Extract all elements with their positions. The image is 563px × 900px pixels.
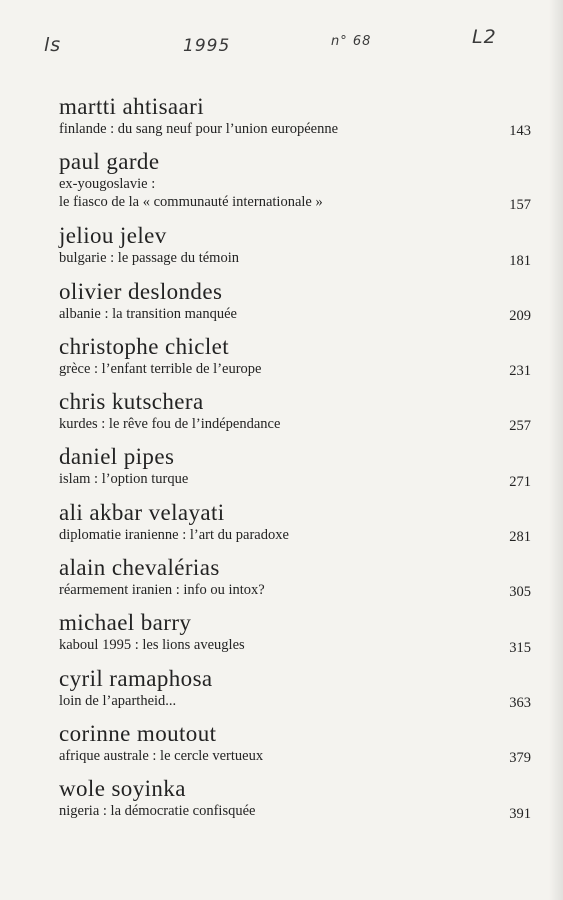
toc-entry bbox=[59, 444, 531, 499]
toc-page-number: 379 bbox=[509, 750, 531, 767]
toc-page-number: 391 bbox=[509, 805, 531, 822]
toc-author: cyril ramaphosa bbox=[59, 665, 213, 691]
toc-entry bbox=[59, 334, 531, 389]
toc-article-title-line: le fiasco de la « communauté internationale » bbox=[59, 194, 323, 211]
toc-article-title-line: réarmement iranien : info ou intox? bbox=[59, 582, 265, 599]
toc-article-title bbox=[59, 249, 531, 267]
toc-author: alain chevalérias bbox=[59, 555, 220, 581]
table-of-contents bbox=[59, 94, 531, 832]
toc-page-number: 143 bbox=[509, 123, 531, 140]
handwritten-issue-number: n° 68 bbox=[331, 34, 372, 49]
toc-entry bbox=[59, 389, 531, 444]
toc-article-title bbox=[59, 360, 531, 378]
toc-entry bbox=[59, 666, 531, 721]
toc-entry bbox=[59, 94, 531, 149]
toc-author: corinne moutout bbox=[59, 720, 217, 746]
toc-entry bbox=[59, 500, 531, 555]
toc-article-title bbox=[59, 120, 531, 138]
toc-page-number: 363 bbox=[509, 694, 531, 711]
toc-entry bbox=[59, 223, 531, 278]
toc-entry bbox=[59, 555, 531, 610]
toc-article-title-line: grèce : l’enfant terrible de l’europe bbox=[59, 360, 262, 377]
toc-article-title bbox=[59, 692, 531, 710]
toc-article-title-line: islam : l’option turque bbox=[59, 471, 189, 488]
handwritten-shelf-mark: L2 bbox=[472, 26, 497, 48]
toc-page-number: 209 bbox=[509, 307, 531, 324]
binding-shadow bbox=[549, 0, 563, 900]
toc-page-number: 315 bbox=[509, 639, 531, 656]
toc-article-title-line: finlande : du sang neuf pour l’union européenne bbox=[59, 121, 339, 137]
toc-article-title bbox=[59, 581, 531, 599]
toc-article-title-line: kaboul 1995 : les lions aveugles bbox=[59, 637, 245, 654]
toc-author: chris kutschera bbox=[59, 389, 204, 415]
handwritten-mark: ls bbox=[44, 34, 62, 56]
toc-page-number: 157 bbox=[509, 197, 531, 214]
toc-article-title bbox=[59, 470, 531, 488]
toc-entry bbox=[59, 610, 531, 665]
toc-article-title-line: diplomatie iranienne : l’art du paradoxe bbox=[59, 526, 289, 543]
toc-article-title-line: bulgarie : le passage du témoin bbox=[59, 250, 239, 267]
toc-author: daniel pipes bbox=[59, 444, 175, 470]
handwritten-year: 1995 bbox=[183, 36, 231, 56]
toc-author: michael barry bbox=[59, 610, 192, 636]
toc-author: paul garde bbox=[59, 149, 160, 175]
toc-page-number: 181 bbox=[509, 252, 531, 269]
toc-article-title bbox=[59, 526, 531, 544]
toc-author: jeliou jelev bbox=[59, 223, 167, 249]
toc-article-title-line: ex-yougoslavie : bbox=[59, 176, 156, 193]
toc-page-number: 281 bbox=[509, 529, 531, 546]
toc-article-title-line: loin de l’apartheid... bbox=[59, 692, 177, 709]
toc-author: olivier deslondes bbox=[59, 278, 223, 304]
toc-page-number: 231 bbox=[509, 363, 531, 380]
toc-article-title-line: afrique australe : le cercle vertueux bbox=[59, 747, 264, 764]
toc-entry bbox=[59, 149, 531, 223]
toc-author: ali akbar velayati bbox=[59, 499, 225, 525]
toc-author: wole soyinka bbox=[59, 776, 186, 802]
toc-page-number: 305 bbox=[509, 584, 531, 601]
toc-author: martti ahtisaari bbox=[59, 94, 204, 119]
toc-article-title bbox=[59, 175, 531, 211]
toc-article-title bbox=[59, 305, 531, 323]
toc-article-title bbox=[59, 415, 531, 433]
toc-article-title bbox=[59, 636, 531, 654]
toc-article-title bbox=[59, 802, 531, 820]
toc-entry bbox=[59, 721, 531, 776]
toc-page-number: 271 bbox=[509, 473, 531, 490]
toc-author: christophe chiclet bbox=[59, 333, 230, 359]
toc-page-number: 257 bbox=[509, 418, 531, 435]
toc-entry bbox=[59, 776, 531, 831]
toc-article-title-line: nigeria : la démocratie confisquée bbox=[59, 803, 256, 820]
toc-article-title-line: kurdes : le rêve fou de l’indépendance bbox=[59, 416, 281, 433]
toc-article-title-line: albanie : la transition manquée bbox=[59, 305, 237, 322]
toc-entry bbox=[59, 279, 531, 334]
toc-article-title bbox=[59, 747, 531, 765]
